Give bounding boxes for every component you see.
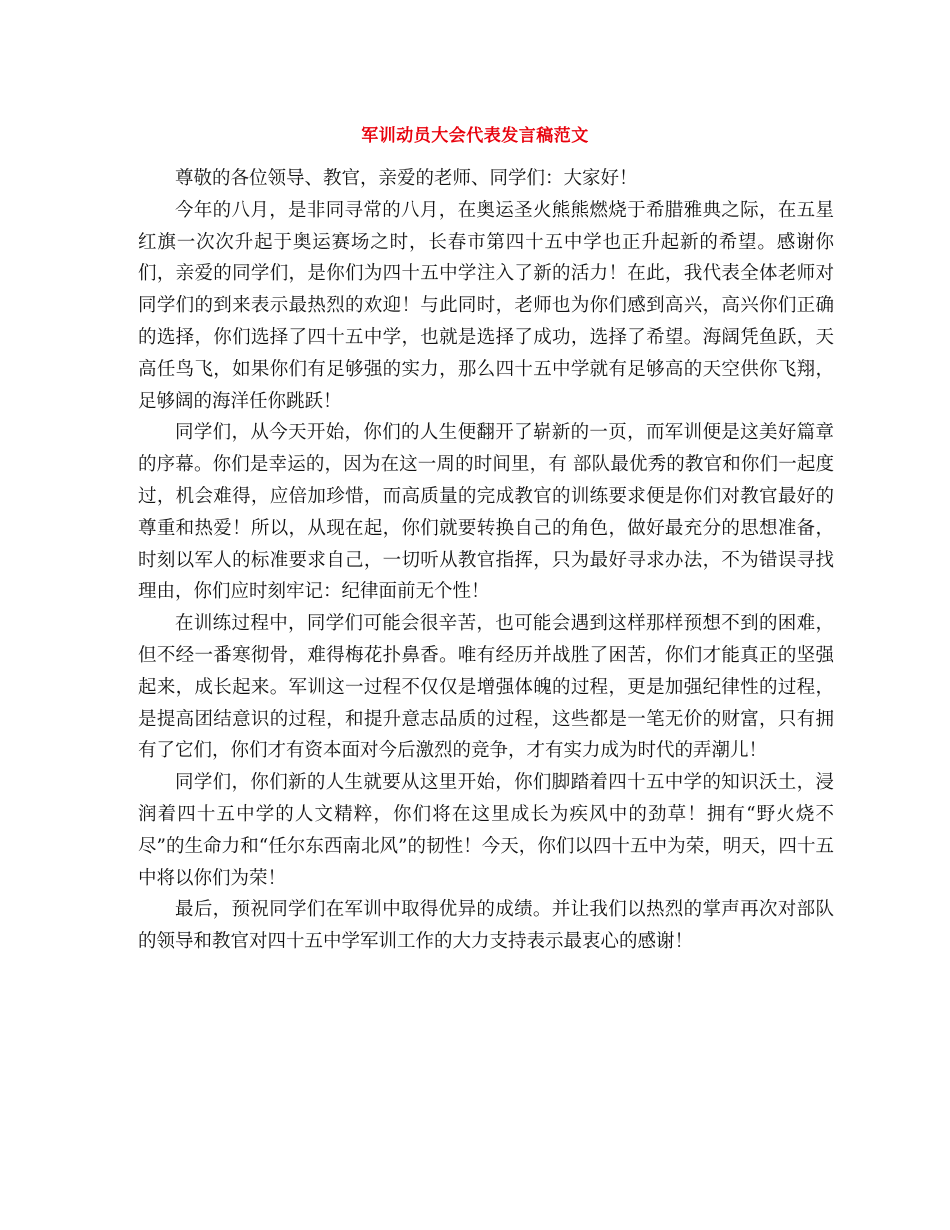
paragraph-closing: 最后，预祝同学们在军训中取得优异的成绩。并让我们以热烈的掌声再次对部队的领导和教官对四十五中学军训工作的大力支持表示最衷心的感谢！ [138, 899, 834, 953]
document-body [138, 163, 834, 958]
document-title: 军训动员大会代表发言稿范文 [361, 126, 589, 146]
paragraph-new-life: 同学们，你们新的人生就要从这里开始，你们脚踏着四十五中学的知识沃土，浸润着四十五中学的人文精粹，你们将在这里成长为疾风中的劲草！拥有“野火烧不尽”的生命力和“任尔东西南北风”的韧性！今天，你们以四十五中为荣，明天，四十五中将以你们为荣！ [138, 772, 834, 889]
paragraph-greeting: 尊敬的各位领导、教官，亲爱的老师、同学们：大家好！ [175, 168, 638, 189]
paragraph-welcome: 今年的八月，是非同寻常的八月，在奥运圣火熊熊燃烧于希腊雅典之际，在五星红旗一次次升起于奥运赛场之时，长春市第四十五中学也正升起新的希望。感谢你们，亲爱的同学们，是你们为四十五中学注入了新的活力！在此，我代表全体老师对同学们的到来表示最热烈的欢迎！与此同时，老师也为你们感到高兴，高兴你们正确的选择，你们选择了四十五中学，也就是选择了成功，选择了希望。海阔凭鱼跃，天高任鸟飞，如果你们有足够强的实力，那么四十五中学就有足够高的天空供你飞翔，足够阔的海洋任你跳跃！ [138, 199, 834, 412]
paragraph-hardship: 在训练过程中，同学们可能会很辛苦，也可能会遇到这样那样预想不到的困难，但不经一番寒彻骨，难得梅花扑鼻香。唯有经历并战胜了困苦，你们才能真正的坚强起来，成长起来。军训这一过程不仅仅是增强体魄的过程，更是加强纪律性的过程，是提高团结意识的过程，和提升意志品质的过程，这些都是一笔无价的财富，只有拥有了它们，你们才有资本面对今后激烈的竞争，才有实力成为时代的弄潮儿！ [138, 613, 834, 762]
paragraph-military-training: 同学们，从今天开始，你们的人生便翻开了崭新的一页，而军训便是这美好篇章的序幕。你们是幸运的，因为在这一周的时间里，有 部队最优秀的教官和你们一起度过，机会难得，应倍加珍惜，而高质量的完成教官的训练要求便是你们对教官最好的尊重和热爱！所以，从现在起，你们就要转换自己的角色，做好最充分的思想准备，时刻以军人的标准要求自己，一切听从教官指挥，只为最好寻求办法，不为错误寻找理由，你们应时刻牢记：纪律面前无个性！ [138, 422, 834, 603]
